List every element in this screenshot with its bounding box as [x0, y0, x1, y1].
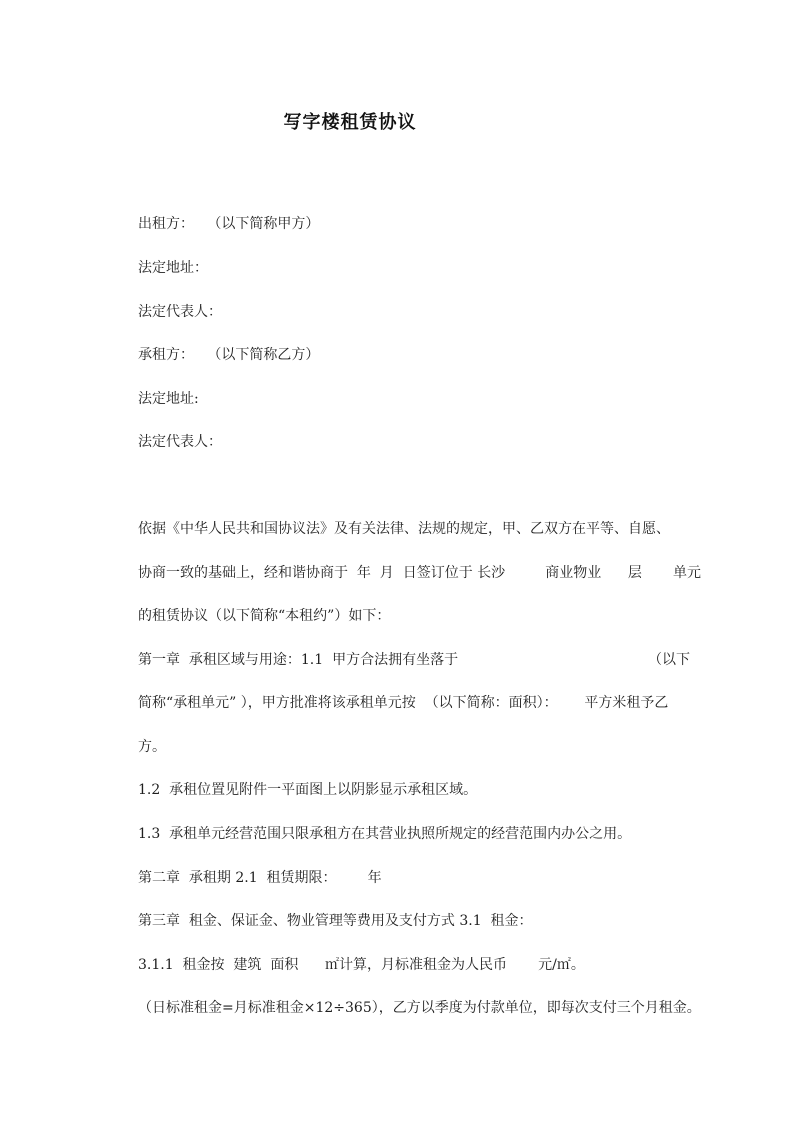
chapter1-line: 简称“承租单元” ），甲方批准将该承租单元按 （以下简称：面积）： 平方米租予乙: [138, 695, 669, 711]
lessee-representative-line: 法定代表人：: [138, 434, 222, 450]
body-paragraph-line: 依据《中华人民共和国协议法》及有关法律、法规的规定，甲、乙双方在平等、自愿、: [138, 521, 670, 537]
chapter2-line: 第二章 承租期 2.1 租赁期限： 年: [138, 870, 382, 886]
rent-formula-line: （日标准租金=月标准租金×12÷365），乙方以季度为付款单位，即每次支付三个月租金。: [138, 1000, 701, 1016]
clause-3-1-1: 3.1.1 租金按 建筑 面积 ㎡计算，月标准租金为人民币 元/㎡。: [138, 957, 585, 973]
lessee-address-line: 法定地址:: [138, 391, 199, 407]
chapter1-line-tail: （以下: [648, 652, 690, 668]
lessee-line: 承租方： （以下简称乙方）: [138, 347, 320, 363]
lessor-line: 出租方： （以下简称甲方）: [138, 216, 320, 232]
document-title: 写字楼租赁协议: [283, 112, 417, 133]
clause-1-3: 1.3 承租单元经营范围只限承租方在其营业执照所规定的经营范围内办公之用。: [138, 826, 632, 842]
lessor-address-line: 法定地址：: [138, 260, 208, 276]
chapter1-line: 第一章 承租区域与用途：1.1 甲方合法拥有坐落于: [138, 652, 459, 668]
chapter3-line: 第三章 租金、保证金、物业管理等费用及支付方式 3.1 租金：: [138, 913, 533, 929]
lessor-representative-line: 法定代表人：: [138, 304, 222, 320]
body-paragraph-line: 的租赁协议（以下简称“本租约”）如下：: [138, 608, 391, 624]
clause-1-2: 1.2 承租位置见附件一平面图上以阴影显示承租区域。: [138, 782, 478, 798]
body-paragraph-line: 协商一致的基础上，经和谐协商于 年 月 日签订位于 长沙 商业物业 层 单元: [138, 565, 702, 581]
chapter1-line: 方。: [138, 739, 166, 755]
